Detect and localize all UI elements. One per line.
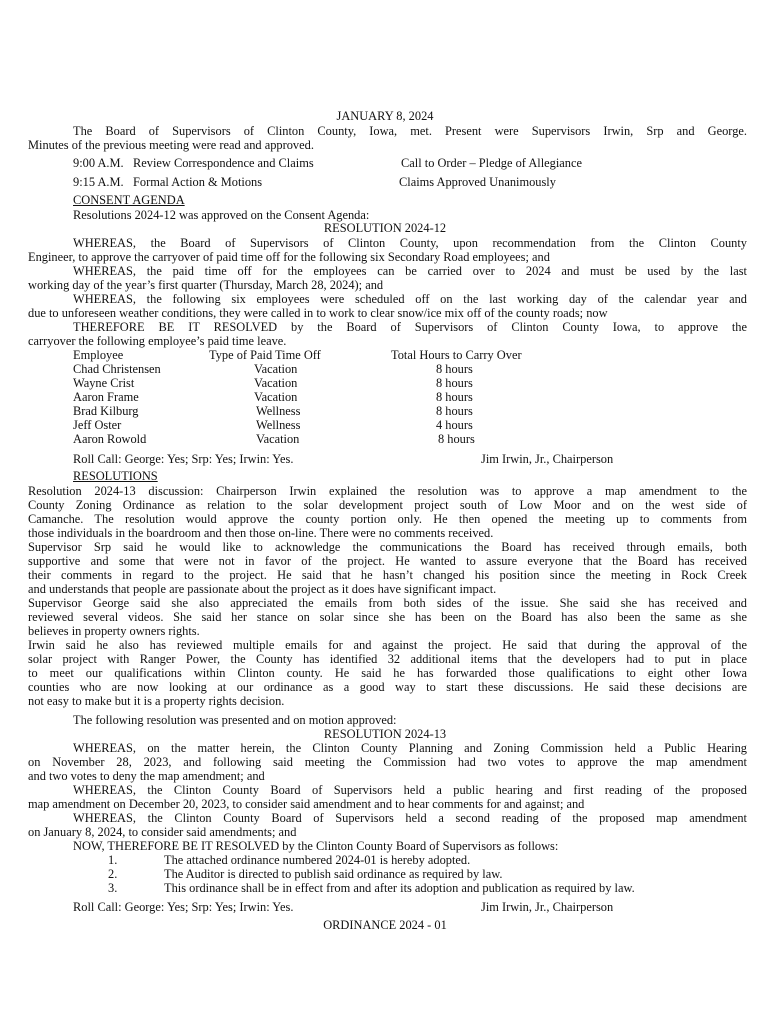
leave-type: Vacation [256, 432, 300, 446]
discussion-line: not easy to make but it is a property rights decision. [28, 694, 285, 708]
table-header-type: Type of Paid Time Off [209, 348, 321, 362]
discussion-line: Camanche. The resolution would approve the county portion only. He then opened the meeting up to comments from [28, 512, 747, 526]
roll-call: Roll Call: George: Yes; Srp: Yes; Irwin: Yes. [73, 900, 294, 914]
employee-name: Aaron Frame [73, 390, 139, 404]
carryover-hours: 8 hours [436, 404, 473, 418]
res13-whereas: WHEREAS, the Clinton County Board of Supervisors held a public hearing and first reading of the proposed [73, 783, 747, 797]
schedule-item: Formal Action & Motions [133, 175, 263, 189]
res12-therefore: carryover the following employee’s paid time leave. [28, 334, 287, 348]
discussion-line: counties who are now looking at our ordinance as a good way to start these discussions. He said these decisions are [28, 680, 747, 694]
discussion-line: Supervisor George said she also appreciated the emails from both sides of the issue. She said she has received and [28, 596, 747, 610]
discussion-line: Resolution 2024-13 discussion: Chairperson Irwin explained the resolution was to approve a map amendment to the [28, 484, 747, 498]
resolution-2024-13-title: RESOLUTION 2024-13 [323, 727, 447, 741]
carryover-hours: 8 hours [436, 390, 473, 404]
carryover-hours: 4 hours [436, 418, 473, 432]
resolution-2024-12-title: RESOLUTION 2024-12 [323, 221, 447, 235]
employee-name: Wayne Crist [73, 376, 135, 390]
carryover-hours: 8 hours [436, 376, 473, 390]
meeting-date: JANUARY 8, 2024 [336, 109, 434, 123]
item-text: The Auditor is directed to publish said ordinance as required by law. [164, 867, 503, 881]
schedule-item: Review Correspondence and Claims [133, 156, 314, 170]
employee-name: Jeff Oster [73, 418, 122, 432]
discussion-line: believes in property owners rights. [28, 624, 200, 638]
discussion-line: their comments in regard to the project. He said that he hasn’t changed his position since the meeting in Rock Creek [28, 568, 747, 582]
table-header-hours: Total Hours to Carry Over [391, 348, 522, 362]
res12-whereas: WHEREAS, the following six employees were scheduled off on the last working day of the calendar year and [73, 292, 747, 306]
employee-name: Brad Kilburg [73, 404, 139, 418]
discussion-line: reviewed several videos. She said her stance on solar since she has been on the Board has also been the same as she [28, 610, 747, 624]
res12-whereas: WHEREAS, the paid time off for the employees can be carried over to 2024 and must be used by the last [73, 264, 747, 278]
discussion-line: County Zoning Ordinance as relation to the solar development project south of Low Moor and on the west side of [28, 498, 747, 512]
leave-type: Wellness [256, 418, 301, 432]
res13-whereas: map amendment on December 20, 2023, to consider said amendment and to hear comments for and against; and [28, 797, 585, 811]
res12-whereas: working day of the year’s first quarter (Thursday, March 28, 2024); and [28, 278, 384, 292]
item-number: 2. [108, 867, 118, 881]
ordinance-title: ORDINANCE 2024 - 01 [323, 918, 447, 932]
intro-line: The Board of Supervisors of Clinton County, Iowa, met. Present were Supervisors Irwin, Srp and George. [73, 124, 747, 138]
res13-whereas: WHEREAS, the Clinton County Board of Supervisors held a second reading of the proposed map amendment [73, 811, 747, 825]
leave-type: Vacation [254, 362, 298, 376]
res13-intro: The following resolution was presented and on motion approved: [73, 713, 397, 727]
employee-name: Chad Christensen [73, 362, 161, 376]
discussion-line: to meet our qualifications within Clinton county. He said he has forwarded those qualifications to eight other Iowa [28, 666, 747, 680]
item-text: This ordinance shall be in effect from and after its adoption and publication as required by law. [164, 881, 635, 895]
res13-therefore: NOW, THEREFORE BE IT RESOLVED by the Clinton County Board of Supervisors as follows: [73, 839, 559, 853]
chairperson-signature: Jim Irwin, Jr., Chairperson [481, 900, 614, 914]
item-number: 1. [108, 853, 118, 867]
item-text: The attached ordinance numbered 2024-01 is hereby adopted. [164, 853, 471, 867]
chairperson-signature: Jim Irwin, Jr., Chairperson [481, 452, 614, 466]
schedule-time: 9:15 A.M. [73, 175, 124, 189]
res12-whereas: WHEREAS, the Board of Supervisors of Clinton County, upon recommendation from the Clinton County [73, 236, 747, 250]
discussion-line: solar project with Ranger Power, the County has identified 32 additional items that the developers had to put in place [28, 652, 747, 666]
resolutions-heading: RESOLUTIONS [73, 469, 158, 483]
carryover-hours: 8 hours [436, 362, 473, 376]
res12-whereas: due to unforeseen weather conditions, they were called in to work to clear snow/ice mix off of the county roads; now [28, 306, 608, 320]
discussion-line: Irwin said he also has reviewed multiple emails for and against the project. He said that during the approval of the [28, 638, 747, 652]
discussion-line: Supervisor Srp said he would like to acknowledge the communications the Board has received through emails, both [28, 540, 747, 554]
item-number: 3. [108, 881, 118, 895]
discussion-line: those individuals in the boardroom and then those on-line. There were no comments received. [28, 526, 494, 540]
discussion-line: supportive and some that were not in favor of the project. He wanted to assure everyone that the Board has received [28, 554, 747, 568]
discussion-line: and understands that people are passionate about the project as it does have significant impact. [28, 582, 497, 596]
leave-type: Vacation [254, 390, 298, 404]
res13-whereas: and two votes to deny the map amendment; and [28, 769, 265, 783]
schedule-time: 9:00 A.M. [73, 156, 124, 170]
res13-whereas: on January 8, 2024, to consider said amendments; and [28, 825, 297, 839]
consent-intro: Resolutions 2024-12 was approved on the Consent Agenda: [73, 208, 370, 222]
res13-whereas: WHEREAS, on the matter herein, the Clinton County Planning and Zoning Commission held a Public Hearing [73, 741, 747, 755]
table-header-employee: Employee [73, 348, 124, 362]
schedule-right: Claims Approved Unanimously [399, 175, 556, 189]
intro-line: Minutes of the previous meeting were read and approved. [28, 138, 314, 152]
consent-agenda-heading: CONSENT AGENDA [73, 193, 185, 207]
schedule-right: Call to Order – Pledge of Allegiance [401, 156, 582, 170]
carryover-hours: 8 hours [438, 432, 475, 446]
leave-type: Wellness [256, 404, 301, 418]
leave-type: Vacation [254, 376, 298, 390]
res12-whereas: Engineer, to approve the carryover of paid time off for the following six Secondary Road employees; and [28, 250, 550, 264]
res12-therefore: THEREFORE BE IT RESOLVED by the Board of Supervisors of Clinton County Iowa, to approve the [73, 320, 747, 334]
res13-whereas: on November 28, 2023, and following said meeting the Commission had two votes to approve the map amendment [28, 755, 747, 769]
employee-name: Aaron Rowold [73, 432, 147, 446]
roll-call: Roll Call: George: Yes; Srp: Yes; Irwin: Yes. [73, 452, 294, 466]
